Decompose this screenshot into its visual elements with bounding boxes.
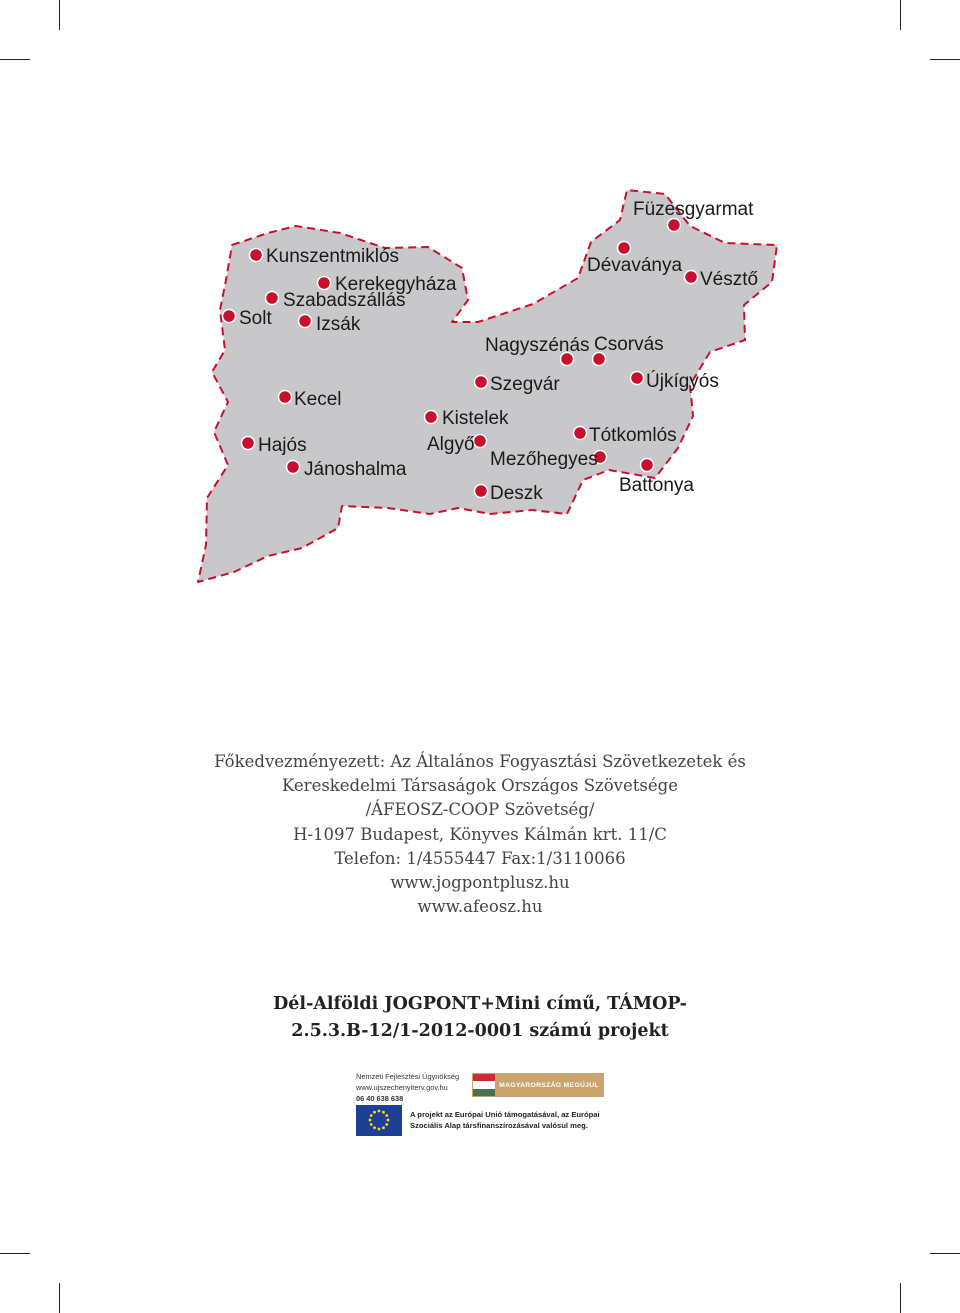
town-marker-icon	[668, 219, 681, 232]
town-kunszentmiklos	[250, 246, 400, 267]
town-marker-icon	[631, 372, 644, 385]
town-marker-icon	[242, 437, 255, 450]
town-label: Solt	[239, 308, 272, 329]
hungarian-flag-icon	[473, 1074, 495, 1096]
nfu-logo-text	[356, 1071, 459, 1104]
town-marker-icon	[475, 485, 488, 498]
town-label: Újkígyós	[646, 371, 719, 392]
town-label: Izsák	[316, 314, 361, 335]
info-line-website-afeosz: www.afeosz.hu	[417, 897, 543, 917]
region-map	[0, 0, 960, 620]
town-label: Jánoshalma	[304, 459, 407, 480]
beneficiary-info	[0, 750, 960, 919]
eu-flag-icon	[356, 1105, 402, 1136]
town-mezohegyes	[490, 449, 607, 470]
town-label: Kistelek	[442, 408, 509, 429]
town-marker-icon	[618, 242, 631, 255]
town-label: Tótkomlós	[589, 425, 677, 446]
town-label: Csorvás	[594, 334, 664, 355]
town-label: Deszk	[490, 483, 543, 504]
town-totkomlos	[574, 425, 677, 446]
town-label: Hajós	[258, 435, 307, 456]
town-label: Kunszentmiklós	[266, 246, 400, 267]
info-line-website-jogpont: www.jogpontplusz.hu	[390, 873, 570, 893]
town-marker-icon	[685, 271, 698, 284]
town-marker-icon	[641, 459, 654, 472]
nfu-url: www.ujszechenyiterv.gov.hu	[356, 1083, 448, 1092]
crop-mark-bottom-left	[59, 1283, 60, 1313]
project-title-line-2: 2.5.3.B-12/1-2012-0001 számú projekt	[291, 1021, 669, 1041]
info-line-phone-fax: Telefon: 1/4555447 Fax:1/3110066	[334, 848, 626, 868]
town-label: Algyő	[427, 434, 475, 455]
town-marker-icon	[279, 391, 292, 404]
info-line-beneficiary: Főkedvezményezett: Az Általános Fogyasztási Szövetkezetek és	[214, 752, 746, 771]
nfu-name: Nemzeti Fejlesztési Ügynökség	[356, 1072, 460, 1081]
town-label: Szabadszállás	[283, 290, 406, 311]
info-line-address: H-1097 Budapest, Könyves Kálmán krt. 11/C	[293, 824, 667, 844]
town-janoshalma	[287, 459, 407, 480]
crop-mark-bottom-left-h	[0, 1253, 30, 1254]
badge-label: MAGYARORSZÁG MEGÚJUL	[495, 1074, 603, 1096]
town-label: Vésztő	[700, 269, 759, 290]
town-marker-icon	[299, 315, 312, 328]
town-marker-icon	[425, 411, 438, 424]
eu-support-line-2: Szociális Alap társfinanszírozásával valósul meg.	[410, 1121, 588, 1130]
town-label: Nagyszénás	[485, 335, 590, 356]
town-marker-icon	[475, 376, 488, 389]
magyarorszag-megujul-badge	[472, 1073, 604, 1097]
town-marker-icon	[223, 310, 236, 323]
town-label: Füzesgyarmat	[633, 199, 754, 220]
town-label: Kecel	[294, 389, 342, 410]
town-label: Dévaványa	[587, 255, 683, 276]
town-marker-icon	[266, 292, 279, 305]
town-marker-icon	[318, 277, 331, 290]
town-szabadszallas	[266, 290, 406, 311]
town-label: Mezőhegyes	[490, 449, 598, 470]
nfu-phone: 06 40 638 638	[356, 1094, 404, 1103]
eu-support-text	[410, 1109, 600, 1131]
town-label: Szegvár	[490, 374, 560, 395]
crop-mark-bottom-right-h	[930, 1253, 960, 1254]
town-marker-icon	[287, 461, 300, 474]
town-marker-icon	[574, 427, 587, 440]
town-marker-icon	[250, 249, 263, 262]
project-title	[0, 991, 960, 1045]
town-label: Kerekegyháza	[335, 274, 457, 295]
project-title-line-1: Dél-Alföldi JOGPONT+Mini című, TÁMOP-	[273, 994, 687, 1014]
town-label: Battonya	[619, 475, 694, 496]
info-line-organization: Kereskedelmi Társaságok Országos Szövetsége	[282, 776, 678, 796]
info-line-short-name: /ÁFEOSZ-COOP Szövetség/	[365, 800, 595, 820]
eu-support-line-1: A projekt az Európai Unió támogatásával, az Európai	[410, 1110, 600, 1119]
crop-mark-bottom-right	[900, 1283, 901, 1313]
town-marker-icon	[474, 435, 487, 448]
